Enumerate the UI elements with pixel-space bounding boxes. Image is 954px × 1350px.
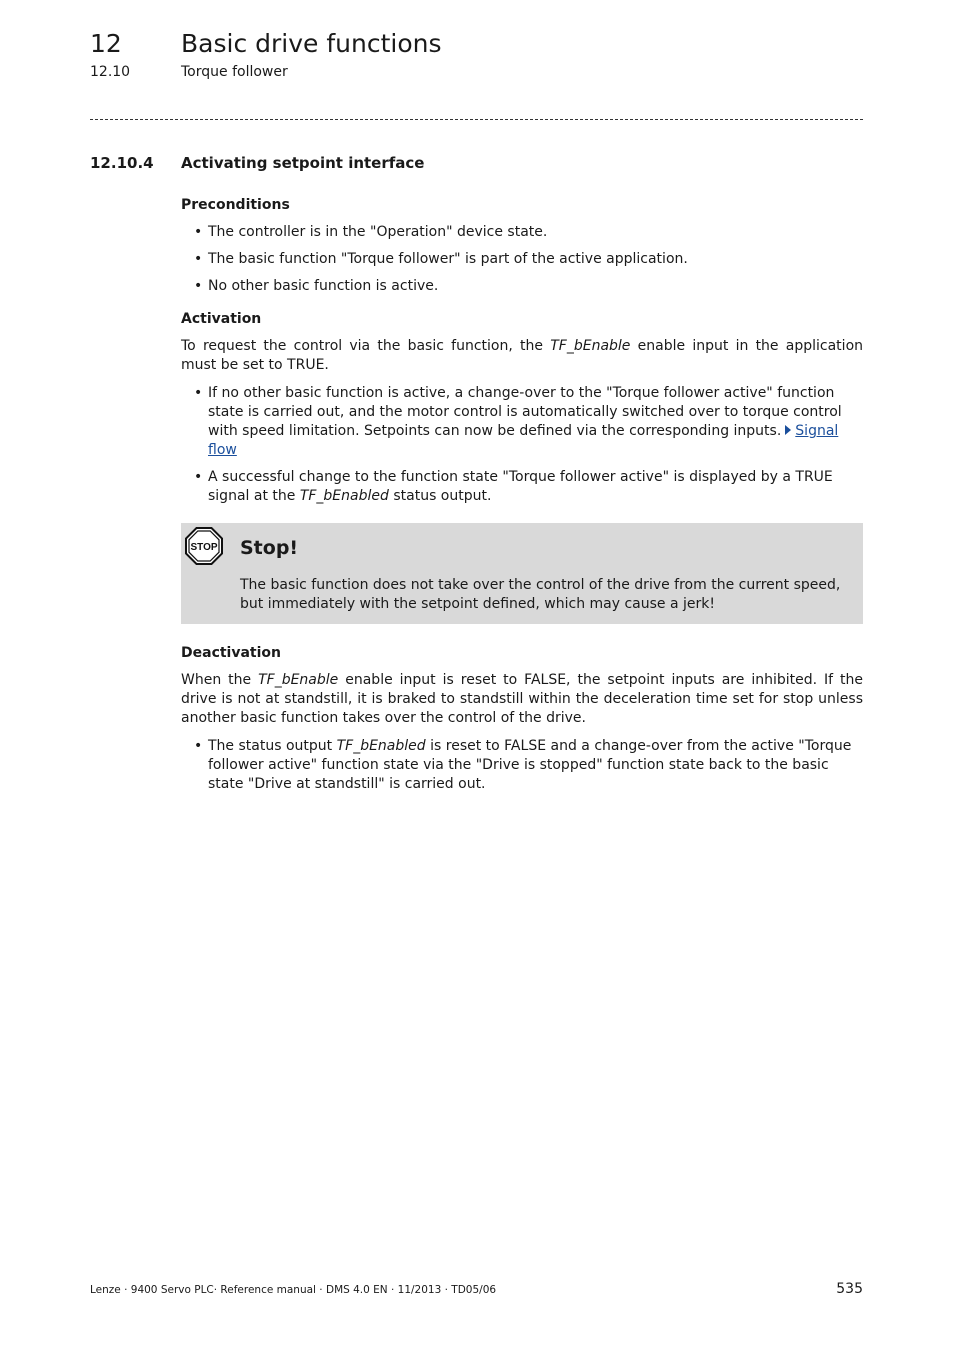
preconditions-heading: Preconditions [181,197,290,213]
list-item [181,250,863,269]
text-run: status output. [388,488,492,504]
list-item-text: The controller is in the "Operation" device state. [208,224,548,240]
activation-intro [181,337,863,375]
bullet-icon: • [194,251,203,267]
chapter-number: 12 [90,29,122,58]
list-item [181,468,863,506]
text-run: The status output [208,738,337,754]
stop-icon-label: STOP [190,542,218,553]
preconditions-list [181,223,863,296]
bullet-icon: • [194,738,203,754]
stop-title: Stop! [240,537,299,559]
text-run: enable input in the application must be set to TRUE. [181,338,864,373]
variable-name: TF_bEnabled [336,738,426,754]
list-item [181,277,863,296]
variable-name: TF_bEnabled [299,488,389,504]
activation-heading: Activation [181,311,262,327]
section-number: 12.10 [90,64,131,80]
chapter-title: Basic drive functions [181,29,442,58]
stop-sign-icon [185,527,223,565]
text-run: is reset to FALSE and a change-over from the active "Torque follower active" function state via the "Drive is stopped" function state back to the basic state "Drive at standstill" is carried out. [208,738,852,792]
text-run: To request the control via the basic function, the [181,338,551,354]
bullet-icon: • [194,469,203,485]
variable-name: TF_bEnable [550,338,631,354]
link-arrow-icon [785,425,791,435]
bullet-icon: • [194,278,203,294]
list-item [181,737,863,794]
variable-name: TF_bEnable [258,672,339,688]
text-run: enable input is reset to FALSE, the setpoint inputs are inhibited. If the drive is not at standstill, it is braked to standstill within the deceleration time set for stop unless another basic function takes over the control of the drive. [181,672,864,726]
stop-text: The basic function does not take over the control of the drive from the current speed, but immediately with the setpoint defined, which may cause a jerk! [240,577,841,612]
subsection-title: Activating setpoint interface [181,154,425,172]
list-item [181,384,863,460]
activation-list [181,384,863,506]
page-number: 535 [836,1281,863,1297]
footer-document-info: Lenze · 9400 Servo PLC· Reference manual · DMS 4.0 EN · 11/2013 · TD05/06 [90,1284,497,1296]
bullet-icon: • [194,224,203,240]
text-run: When the [181,672,259,688]
list-item-text: If no other basic function is active, a change-over to the "Torque follower active" function state is carried out, and the motor control is automatically switched over to torque control with speed limitation. Setpoints can now be defined via the corresponding inputs. [208,385,842,439]
stop-warning-box [181,523,863,624]
list-item-text: No other basic function is active. [208,278,439,294]
section-title: Torque follower [181,64,288,80]
list-item-text: The basic function "Torque follower" is part of the active application. [208,251,688,267]
signal-flow-link[interactable]: Signal flow [208,423,839,458]
bullet-icon: • [194,385,203,401]
list-item [181,223,863,242]
header-divider [90,119,863,120]
subsection-number: 12.10.4 [90,154,154,172]
deactivation-paragraph [181,671,863,728]
main-content [181,196,863,802]
text-run: A successful change to the function state "Torque follower active" is displayed by a TRUE signal at the [208,469,833,504]
deactivation-heading: Deactivation [181,645,282,661]
deactivation-list [181,737,863,794]
